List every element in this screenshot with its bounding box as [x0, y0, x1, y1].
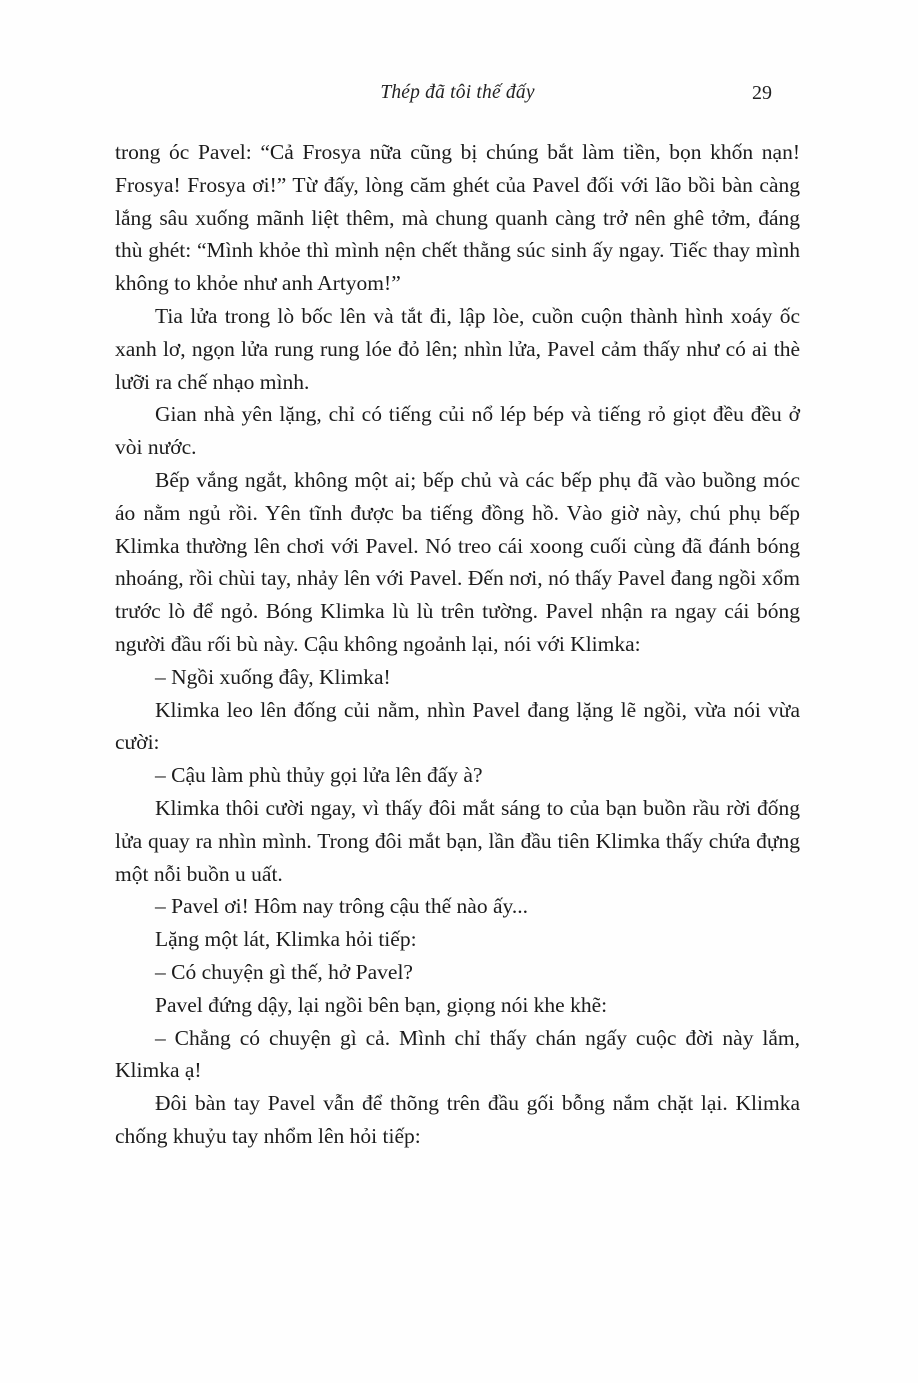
paragraph: Bếp vắng ngắt, không một ai; bếp chủ và các bếp phụ đã vào buồng móc áo nằm ngủ rồi. Yên tĩnh được ba tiếng đồng hồ. Vào giờ này, chú phụ bếp Klimka thường lên chơi với Pavel. Nó treo cái xoong cuối cùng đã đánh bóng nhoáng, rồi chùi tay, nhảy lên với Pavel. Đến nơi, nó thấy Pavel đang ngồi xổm trước lò để ngỏ. Bóng Klimka lù lù trên tường. Pavel nhận ra ngay cái bóng người đầu rối bù này. Cậu không ngoảnh lại, nói với Klimka:: [115, 467, 800, 656]
paragraph: – Chẳng có chuyện gì cả. Mình chỉ thấy chán ngấy cuộc đời này lắm, Klimka ạ!: [115, 1025, 800, 1083]
paragraph: – Cậu làm phù thủy gọi lửa lên đấy à?: [155, 763, 483, 788]
paragraph: Klimka thôi cười ngay, vì thấy đôi mắt sáng to của bạn buồn rầu rời đống lửa quay ra nhìn mình. Trong đôi mắt bạn, lần đầu tiên Klimka thấy chứa đựng một nỗi buồn u uất.: [115, 795, 800, 886]
running-head: [115, 82, 800, 112]
body-text: [115, 136, 800, 1153]
paragraph: Tia lửa trong lò bốc lên và tắt đi, lập lòe, cuồn cuộn thành hình xoáy ốc xanh lơ, ngọn lửa rung rung lóe đỏ lên; nhìn lửa, Pavel cảm thấy như có ai thè lưỡi ra chế nhạo mình.: [115, 303, 800, 394]
page-number: 29: [752, 82, 772, 104]
paragraph: – Có chuyện gì thế, hở Pavel?: [155, 959, 413, 984]
paragraph: Lặng một lát, Klimka hỏi tiếp:: [155, 927, 417, 952]
paragraph: Klimka leo lên đống củi nằm, nhìn Pavel đang lặng lẽ ngồi, vừa nói vừa cười:: [115, 697, 800, 755]
paragraph: Đôi bàn tay Pavel vẫn để thõng trên đầu gối bỗng nắm chặt lại. Klimka chống khuỷu tay nhổm lên hỏi tiếp:: [115, 1091, 800, 1148]
running-title: Thép đã tôi thế đấy: [380, 82, 535, 103]
paragraph: – Pavel ơi! Hôm nay trông cậu thế nào ấy...: [155, 894, 528, 919]
paragraph: Gian nhà yên lặng, chỉ có tiếng củi nổ lép bép và tiếng rỏ giọt đều đều ở vòi nước.: [115, 402, 800, 460]
paragraph: Pavel đứng dậy, lại ngồi bên bạn, giọng nói khe khẽ:: [155, 992, 608, 1017]
paragraph: – Ngồi xuống đây, Klimka!: [155, 664, 391, 689]
paragraph: trong óc Pavel: “Cả Frosya nữa cũng bị chúng bắt làm tiền, bọn khốn nạn! Frosya! Frosya ơi!” Từ đấy, lòng căm ghét của Pavel đối với lão bồi bàn càng lắng sâu xuống mãnh liệt thêm, mà chung quanh càng trở nên ghê tởm, đáng thù ghét: “Mình khỏe thì mình nện chết thằng súc sinh ấy ngay. Tiếc thay mình không to khỏe như anh Artyom!”: [115, 140, 800, 296]
